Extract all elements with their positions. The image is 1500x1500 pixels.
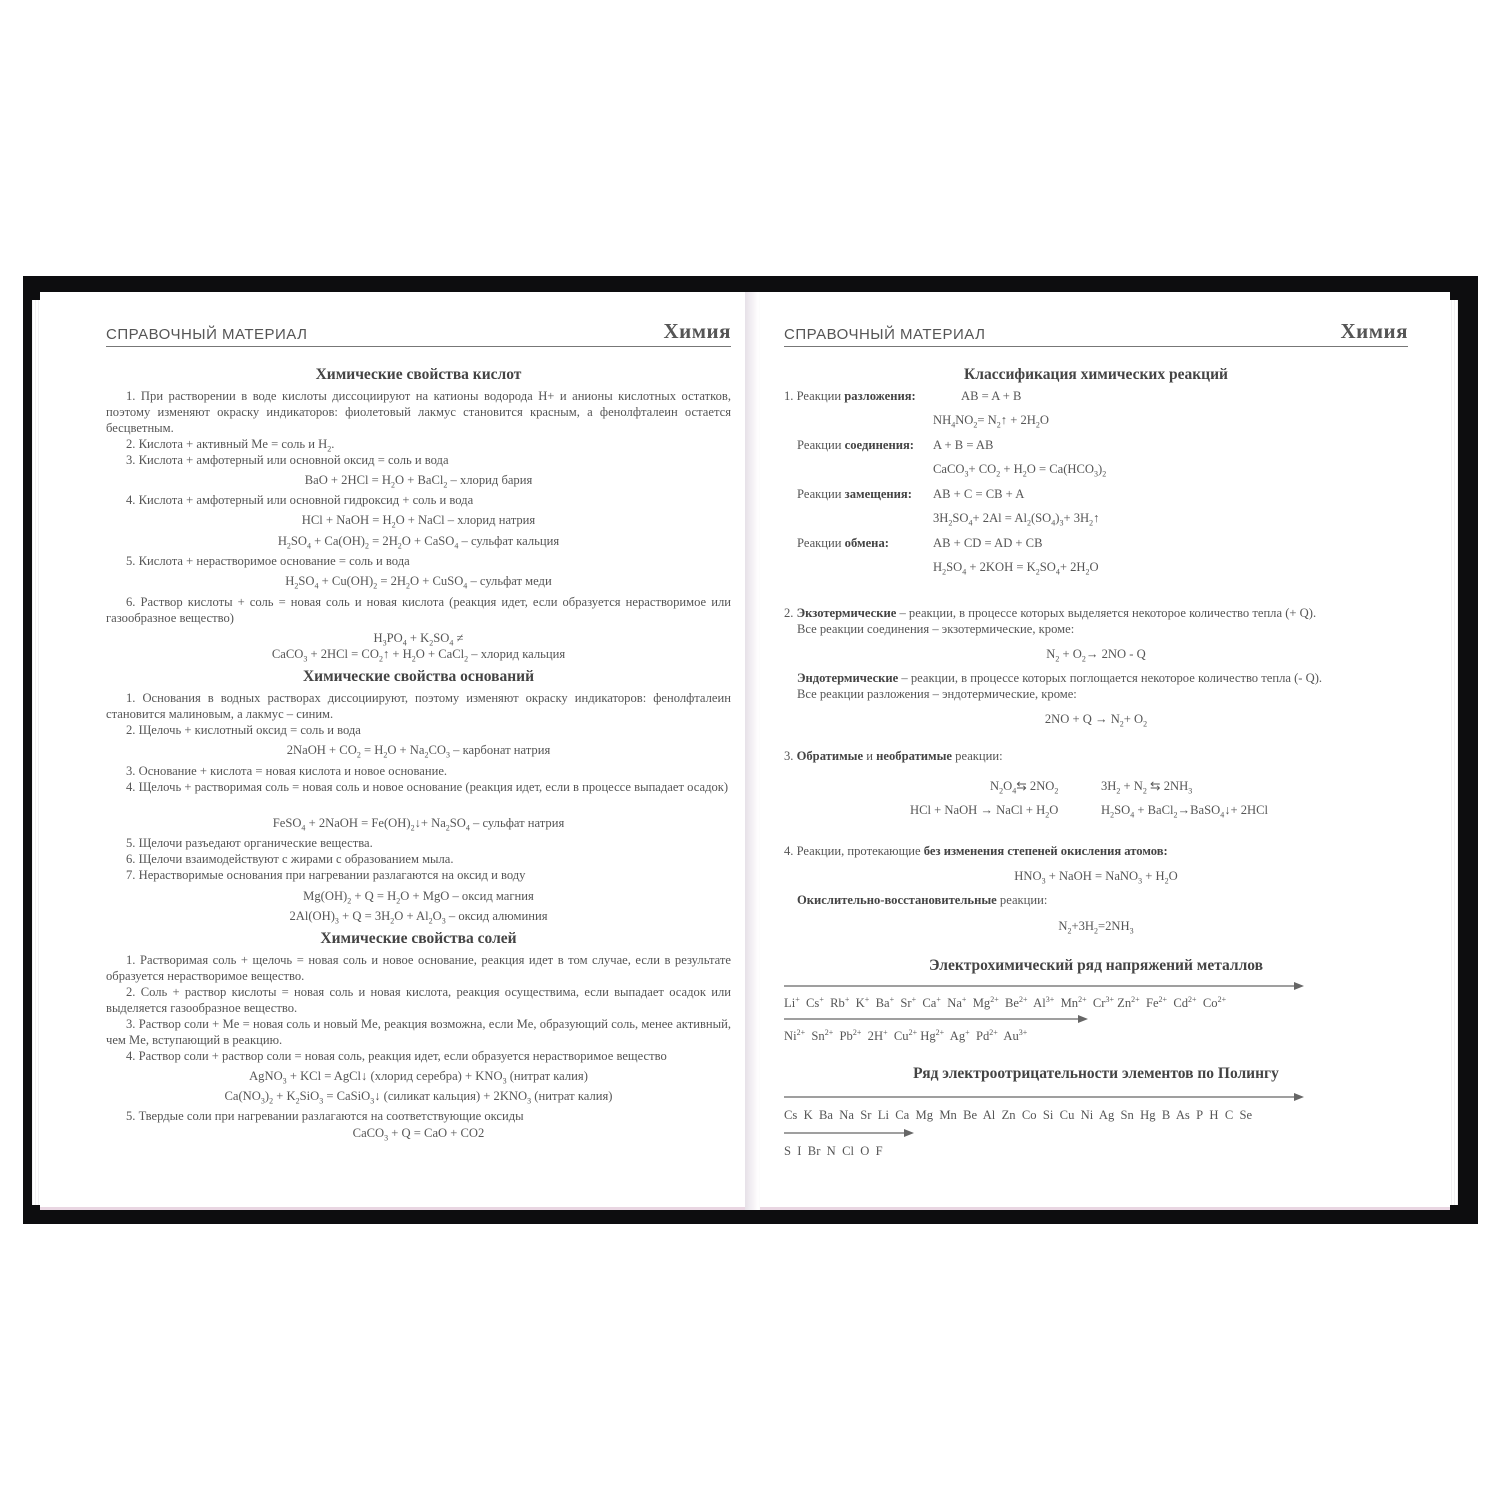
acids-eq6b: CaCO$_3$ + $2HCl = CO_2↑ + H_2O$ + CaCl$_2$ – хлорид кальция — [271, 647, 566, 664]
redox-line: Окислительно-восстановительные реакции: — [797, 893, 1048, 907]
reversible-eq-a2: $3H_2 + N_2$ ⇆ $2NH_3$ — [1101, 779, 1193, 796]
irreversible-eq-b2: $H_2SO_4$ + BaCl$_2$→BaSO$_4$↓+ 2HCl — [1101, 803, 1269, 820]
exchange-eq: $H_2SO_4 + 2KOH = K_2SO_4+ 2H_2O$ — [933, 560, 1099, 577]
right-page — [760, 292, 1450, 1210]
oxidation-line: 4. Реакции, протекающие без изменения степеней окисления атомов: — [784, 844, 1168, 858]
decomposition-label: 1. Реакции разложения: — [784, 389, 916, 403]
bases-p6: 6. Щелочи взаимодействуют с жирами с образованием мыла. — [126, 852, 454, 866]
left-page-header — [106, 320, 731, 347]
header-title: Химия — [663, 319, 731, 343]
salts-p5: 5. Твердые соли при нагревании разлагаются на соответствующие оксиды — [126, 1109, 524, 1123]
salts-p4: 4. Раствор соли + раствор соли = новая соль, реакция идет, если образуется нерастворимое вещество — [126, 1049, 667, 1063]
bases-p2: 2. Щелочь + кислотный оксид = соль и вода — [126, 723, 361, 737]
acids-eq5: $H_2SO_4 + Cu(OH)_2 = 2H_2O$ + CuSO$_4$ – сульфат меди — [285, 574, 552, 591]
salts-eq4a: AgNO$_3$ + KCl = AgCl↓ (хлорид серебра) + $KNO_3$ (нитрат калия) — [249, 1069, 588, 1086]
acids-eq3: BaO + $2HCl = H_2O$ + BaCl$_2$ – хлорид бария — [304, 473, 533, 490]
right-page-header — [784, 320, 1408, 347]
combination-eq: CaCO$_3$+ $CO_2 + H_2O = Ca(HCO_3)_2$ — [933, 462, 1107, 479]
endothermic-eq: $2NO + Q \to N_2+ O_2$ — [1044, 712, 1148, 729]
salts-eq5: CaCO$_3$ + Q = CaO + CO2 — [352, 1126, 485, 1143]
electronegativity-title: Ряд электроотрицательности элементов по Полингу — [913, 1065, 1279, 1082]
bases-eq7a: $Mg(OH)_2 + Q = H_2O$ + MgO – оксид магния — [303, 889, 534, 906]
substitution-label: Реакции замещения: — [797, 487, 912, 501]
acids-eq6a: $H_3PO_4 + K_2SO_4$ ≠ — [373, 631, 464, 648]
exothermic-eq: $N_2 + O_2\to 2NO - Q$ — [1046, 647, 1146, 664]
acids-title: Химические свойства кислот — [315, 366, 522, 383]
exothermic-note: Все реакции соединения – экзотермические, кроме: — [797, 622, 1075, 636]
acids-p5: 5. Кислота + нерастворимое основание = соль и вода — [126, 554, 410, 568]
bases-p4: 4. Щелочь + растворимая соль = новая соль и новое основание (реакция идет, если в процессе выпадает осадок) — [126, 780, 729, 794]
electronegativity-row1: Cs K Ba Na Sr Li Ca Mg Mn Be Al Zn Co Si Cu Ni Ag Sn Hg B As P H C Se — [784, 1108, 1253, 1122]
combination-label: Реакции соединения: — [797, 438, 914, 452]
voltage-arrow-2 — [784, 1015, 1088, 1025]
endothermic-line: Эндотермические – реакции, в процессе которых поглощается некоторое количество тепла (- Q). — [797, 671, 1323, 685]
acids-eq4a: HCl + NaOH = $H_2O$ + NaCl – хлорид натрия — [301, 513, 536, 530]
left-page — [40, 292, 750, 1210]
exchange-scheme: AB + CD = AD + CB — [933, 536, 1043, 550]
acids-p3: 3. Кислота + амфотерный или основной оксид = соль и вода — [126, 453, 449, 467]
bases-p3: 3. Основание + кислота = новая кислота и новое основание. — [126, 764, 448, 778]
voltage-arrow-1 — [784, 982, 1304, 992]
substitution-eq: $3H_2SO_4+ 2Al = Al_2(SO_4)_3+$ $3H_2↑$ — [933, 511, 1100, 528]
salts-eq4b: $Ca(NO_3)_2 + K_2SiO_3$ = CaSiO$_3$↓ (силикат кальция) + $2KNO_3$ (нитрат калия) — [224, 1089, 613, 1106]
header-label: СПРАВОЧНЫЙ МАТЕРИАЛ — [784, 326, 986, 343]
bases-p1: 1. Основания в водных растворах диссоциируют, поэтому изменяют окраску индикаторов: фенолфталеин становится малиновым, а лакмус – синим. — [106, 691, 731, 721]
acids-p4: 4. Кислота + амфотерный или основной гидроксид + соль и вода — [126, 493, 474, 507]
electronegativity-arrow-1 — [784, 1093, 1304, 1103]
endothermic-note: Все реакции разложения – эндотермические, кроме: — [797, 687, 1077, 701]
redox-eq: $N_2+3H_2=2NH_3$ — [1058, 919, 1134, 936]
voltage-series-row2: $Ni^{2+}$ $Sn^{2+}$ $Pb^{2+}$ 2H+ $Cu^{2+}$ $Hg^{2+}$ Ag+ $Pd^{2+}$ $Au^{3+}$ — [784, 1027, 1028, 1043]
salts-title: Химические свойства солей — [320, 930, 517, 947]
bases-eq4: FeSO$_4$ + 2NaOH = $Fe(OH)_2↓+ Na_2SO_4$ – сульфат натрия — [272, 816, 565, 833]
combination-scheme: A + B = AB — [933, 438, 994, 452]
reversible-eq-a1: $N_2O_4⇆$ $2NO_2$ — [990, 779, 1059, 796]
classification-title: Классификация химических реакций — [964, 366, 1228, 383]
substitution-scheme: AB + C = CB + A — [933, 487, 1025, 501]
voltage-series-title: Электрохимический ряд напряжений металлов — [928, 957, 1264, 974]
oxidation-eq1: $HNO_3$ + NaOH = NaNO$_3$ + $H_2O$ — [1014, 869, 1178, 886]
irreversible-eq-b1: HCl + NaOH → NaCl + $H_2O$ — [910, 803, 1059, 820]
acids-p1: 1. При растворении в воде кислоты диссоциируют на катионы водорода H+ и анионы кислотных остатков, поэтому изменяют окраску индикаторов: фиолетовый лакмус становится красным, а фенолфталеин остается бесцветным. — [106, 389, 731, 435]
bases-p7: 7. Нерастворимые основания при нагревании разлагаются на оксид и воду — [126, 868, 526, 882]
salts-p1: 1. Растворимая соль + щелочь = новая соль и новое основание, реакция идет в том случае, если в результате образуется нерастворимое вещество. — [106, 953, 731, 983]
salts-p3: 3. Раствор соли + Me = новая соль и новый Me, реакция возможна, если Me, образующий соль, менее активный, чем Me, вступающий в реакцию. — [106, 1017, 731, 1047]
exchange-label: Реакции обмена: — [797, 536, 889, 550]
electronegativity-arrow-2 — [784, 1129, 914, 1139]
bases-p5: 5. Щелочи разъедают органические вещества. — [126, 836, 373, 850]
header-label: СПРАВОЧНЫЙ МАТЕРИАЛ — [106, 326, 308, 343]
electronegativity-row2: S I Br N Cl O F — [784, 1144, 883, 1158]
header-title: Химия — [1340, 319, 1408, 343]
acids-eq4b: $H_2SO_4 + Ca(OH)_2 = 2H_2O$ + CaSO$_4$ – сульфат кальция — [277, 534, 560, 551]
decomposition-eq: $NH_4NO_2=$ $N_2↑ + 2H_2O$ — [933, 413, 1049, 430]
decomposition-scheme: AB = A + B — [961, 389, 1022, 403]
bases-eq2: 2NaOH + $CO_2 = H_2O + Na_2CO_3$ – карбонат натрия — [286, 743, 551, 760]
exothermic-line: 2. Экзотермические – реакции, в процессе которых выделяется некоторое количество тепла (+ Q). — [784, 606, 1317, 620]
bases-eq7b: $2Al(OH)_3 + Q = 3H_2O + Al_2O_3$ – оксид алюминия — [289, 909, 548, 926]
salts-p2: 2. Соль + раствор кислоты = новая соль и новая кислота, реакция осуществима, если выпадает осадок или выделяется газообразное вещество. — [106, 985, 731, 1015]
reversible-line: 3. Обратимые и необратимые реакции: — [784, 749, 1003, 763]
acids-p6: 6. Раствор кислоты + соль = новая соль и новая кислота (реакция идет, если образуется нерастворимое или газообразное вещество) — [106, 595, 731, 625]
acids-p2: 2. Кислота + активный Me = соль и $H_2$. — [126, 437, 335, 454]
voltage-series-row1: Li+ Cs+ Rb+ K+ Ba+ Sr+ Ca+ Na+ $Mg^{2+}$ $Be^{2+}$ $Al^{3+}$ $Mn^{2+}$ $Cr^{3+}$ $Zn^{2+}$ $Fe^{2+}$ $Cd^{2+}$ $Co^{2+}$ — [784, 994, 1227, 1010]
bases-title: Химические свойства оснований — [302, 668, 535, 685]
